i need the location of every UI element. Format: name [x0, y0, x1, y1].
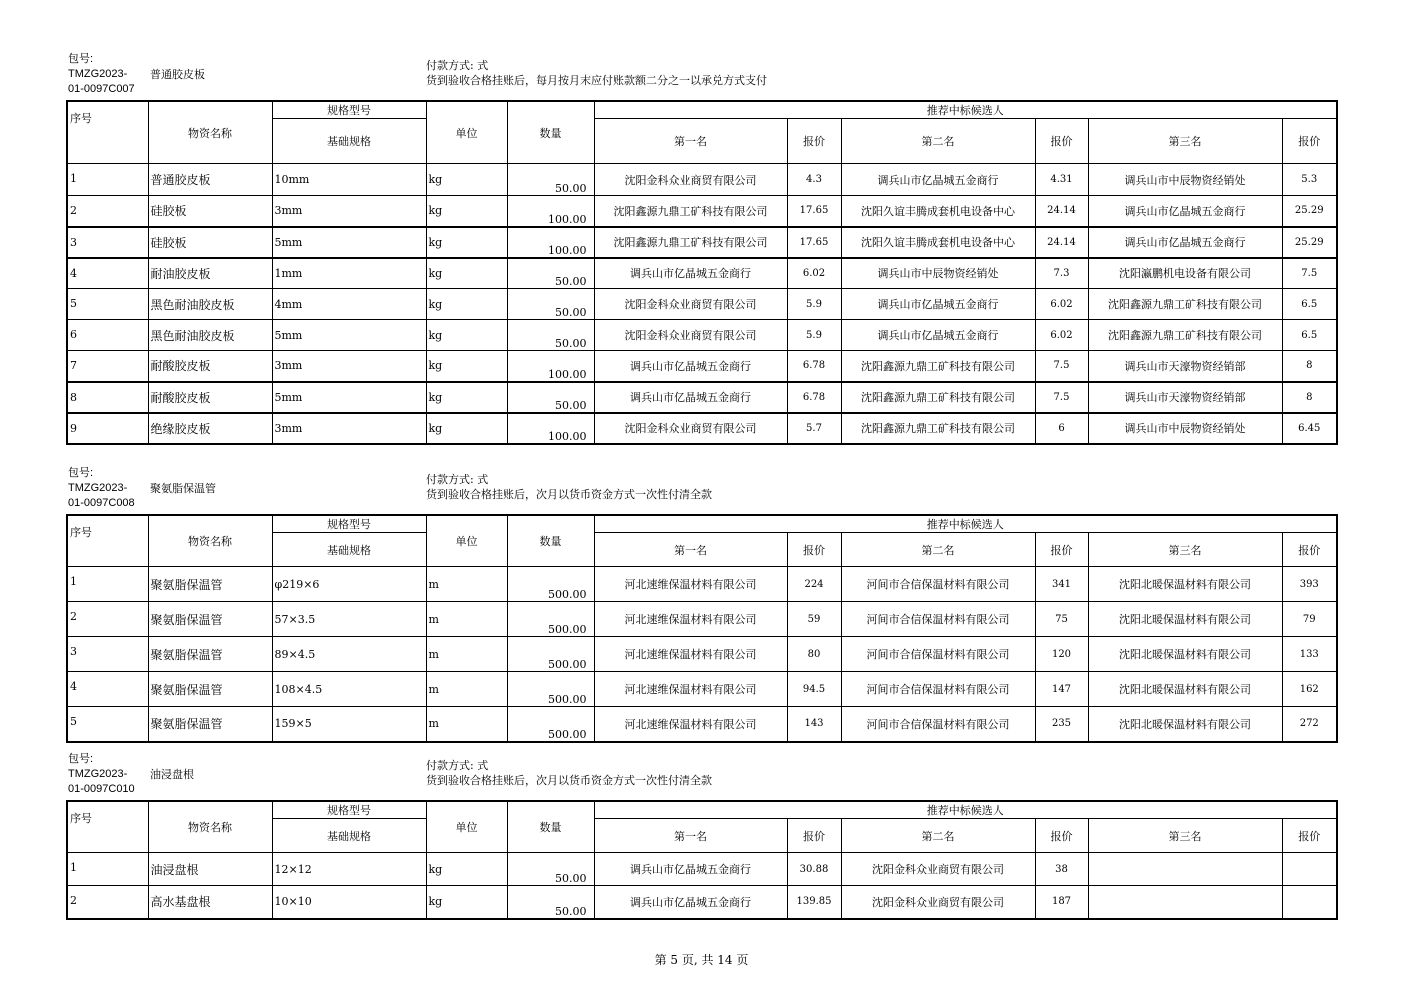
cell-second: 河间市合信保温材料有限公司 [841, 637, 1035, 672]
cell-spec: 89×4.5 [272, 637, 426, 672]
table-row [67, 886, 1337, 919]
cell-third: 沈阳北暖保温材料有限公司 [1088, 637, 1282, 672]
cell-first: 沈阳鑫源九鼎工矿科技有限公司 [594, 227, 787, 258]
cell-price-third: 7.5 [1282, 258, 1337, 289]
table-row [67, 289, 1337, 320]
cell-spec: 57×3.5 [272, 602, 426, 637]
cell-spec: 4mm [272, 289, 426, 320]
header-price: 报价 [787, 819, 841, 853]
header-seq: 序号 [67, 101, 148, 164]
cell-price-first: 5.7 [787, 413, 841, 444]
cell-price-first: 59 [787, 602, 841, 637]
cell-third: 沈阳瀛鹏机电设备有限公司 [1088, 258, 1282, 289]
cell-price-third [1282, 886, 1337, 919]
package-id-line1: TMZG2023- [68, 768, 128, 780]
cell-first: 沈阳金科众业商贸有限公司 [594, 164, 787, 196]
payment-info [426, 472, 712, 502]
cell-third: 调兵山市中辰物资经销处 [1088, 413, 1282, 444]
cell-price-first: 139.85 [787, 886, 841, 919]
cell-price-second: 38 [1035, 853, 1088, 886]
cell-qty: 500.00 [507, 567, 594, 602]
package-label: 包号: [68, 753, 94, 765]
cell-price-first: 5.9 [787, 320, 841, 351]
bid-table [66, 800, 1338, 920]
header-price: 报价 [1282, 819, 1337, 853]
cell-spec: 3mm [272, 351, 426, 382]
header-qty: 数量 [507, 515, 594, 567]
cell-qty: 100.00 [507, 227, 594, 258]
cell-price-second: 147 [1035, 672, 1088, 707]
cell-unit: m [426, 567, 507, 602]
cell-price-second: 187 [1035, 886, 1088, 919]
header-unit: 单位 [426, 101, 507, 164]
cell-second: 沈阳金科众业商贸有限公司 [841, 886, 1035, 919]
cell-qty: 50.00 [507, 886, 594, 919]
cell-price-third: 162 [1282, 672, 1337, 707]
cell-seq: 3 [67, 637, 148, 672]
cell-unit: m [426, 672, 507, 707]
cell-seq: 8 [67, 382, 148, 413]
cell-second: 河间市合信保温材料有限公司 [841, 707, 1035, 742]
package-id [68, 752, 135, 797]
cell-first: 沈阳鑫源九鼎工矿科技有限公司 [594, 196, 787, 227]
table-row [67, 672, 1337, 707]
package-id-line2: 01-0097C010 [68, 783, 135, 795]
package-section [66, 752, 1336, 920]
package-section [66, 466, 1336, 743]
header-spec-group: 规格型号 [272, 515, 426, 533]
cell-first: 调兵山市亿晶城五金商行 [594, 351, 787, 382]
cell-material: 硅胶板 [148, 196, 272, 227]
cell-price-second: 75 [1035, 602, 1088, 637]
cell-second: 沈阳鑫源九鼎工矿科技有限公司 [841, 382, 1035, 413]
cell-qty: 50.00 [507, 289, 594, 320]
cell-third: 沈阳北暖保温材料有限公司 [1088, 602, 1282, 637]
cell-third: 沈阳北暖保温材料有限公司 [1088, 672, 1282, 707]
cell-unit: kg [426, 382, 507, 413]
header-material: 物资名称 [148, 801, 272, 853]
package-label: 包号: [68, 53, 94, 65]
header-spec-group: 规格型号 [272, 801, 426, 819]
cell-seq: 5 [67, 289, 148, 320]
table-row [67, 320, 1337, 351]
cell-spec: 10×10 [272, 886, 426, 919]
cell-first: 调兵山市亿晶城五金商行 [594, 886, 787, 919]
header-price: 报价 [1035, 119, 1088, 164]
payment-method: 付款方式: 式 [426, 59, 489, 72]
cell-qty: 500.00 [507, 602, 594, 637]
cell-second: 沈阳久谊丰腾成套机电设备中心 [841, 196, 1035, 227]
cell-unit: kg [426, 320, 507, 351]
cell-qty: 100.00 [507, 351, 594, 382]
cell-spec: φ219×6 [272, 567, 426, 602]
cell-unit: kg [426, 351, 507, 382]
cell-qty: 50.00 [507, 164, 594, 196]
cell-spec: 3mm [272, 196, 426, 227]
cell-material: 耐酸胶皮板 [148, 351, 272, 382]
cell-second: 河间市合信保温材料有限公司 [841, 567, 1035, 602]
cell-material: 聚氨脂保温管 [148, 672, 272, 707]
cell-qty: 500.00 [507, 707, 594, 742]
cell-price-second: 6.02 [1035, 289, 1088, 320]
cell-price-second: 6 [1035, 413, 1088, 444]
cell-third: 调兵山市天濠物资经销部 [1088, 382, 1282, 413]
cell-price-third [1282, 853, 1337, 886]
cell-price-first: 6.78 [787, 382, 841, 413]
header-qty: 数量 [507, 801, 594, 853]
table-row [67, 637, 1337, 672]
cell-third [1088, 886, 1282, 919]
header-candidates: 推荐中标候选人 [594, 801, 1337, 819]
table-row [67, 351, 1337, 382]
cell-unit: kg [426, 258, 507, 289]
cell-second: 调兵山市亿晶城五金商行 [841, 164, 1035, 196]
cell-unit: kg [426, 886, 507, 919]
cell-second: 沈阳金科众业商贸有限公司 [841, 853, 1035, 886]
package-label: 包号: [68, 467, 94, 479]
header-price: 报价 [1282, 533, 1337, 567]
cell-first: 调兵山市亿晶城五金商行 [594, 258, 787, 289]
bid-table [66, 514, 1338, 743]
cell-spec: 159×5 [272, 707, 426, 742]
cell-first: 调兵山市亿晶城五金商行 [594, 382, 787, 413]
cell-unit: m [426, 637, 507, 672]
package-name: 普通胶皮板 [150, 68, 205, 81]
cell-seq: 2 [67, 196, 148, 227]
cell-price-third: 272 [1282, 707, 1337, 742]
cell-seq: 3 [67, 227, 148, 258]
cell-qty: 50.00 [507, 258, 594, 289]
cell-material: 聚氨脂保温管 [148, 707, 272, 742]
package-name: 油浸盘根 [150, 768, 194, 781]
header-third: 第三名 [1088, 819, 1282, 853]
cell-third: 沈阳鑫源九鼎工矿科技有限公司 [1088, 320, 1282, 351]
cell-first: 河北速维保温材料有限公司 [594, 637, 787, 672]
cell-price-first: 5.9 [787, 289, 841, 320]
package-name: 聚氨脂保温管 [150, 482, 216, 495]
cell-price-third: 25.29 [1282, 227, 1337, 258]
table-row [67, 853, 1337, 886]
cell-unit: kg [426, 227, 507, 258]
cell-first: 沈阳金科众业商贸有限公司 [594, 320, 787, 351]
header-price: 报价 [1035, 819, 1088, 853]
cell-price-second: 4.31 [1035, 164, 1088, 196]
table-header-row [67, 515, 1337, 533]
cell-spec: 10mm [272, 164, 426, 196]
payment-terms: 货到验收合格挂账后，次月以货币资金方式一次性付清全款 [426, 774, 712, 787]
header-price: 报价 [787, 119, 841, 164]
cell-unit: kg [426, 413, 507, 444]
cell-third: 沈阳北暖保温材料有限公司 [1088, 567, 1282, 602]
header-second: 第二名 [841, 819, 1035, 853]
cell-second: 调兵山市亿晶城五金商行 [841, 289, 1035, 320]
cell-price-second: 7.3 [1035, 258, 1088, 289]
payment-method: 付款方式: 式 [426, 473, 489, 486]
cell-spec: 5mm [272, 382, 426, 413]
header-first: 第一名 [594, 819, 787, 853]
header-price: 报价 [1035, 533, 1088, 567]
cell-third: 沈阳北暖保温材料有限公司 [1088, 707, 1282, 742]
cell-price-second: 7.5 [1035, 382, 1088, 413]
package-id-line2: 01-0097C007 [68, 83, 135, 95]
payment-info [426, 58, 767, 88]
package-section [66, 52, 1336, 445]
cell-price-second: 7.5 [1035, 351, 1088, 382]
package-id [68, 466, 135, 511]
cell-price-third: 6.5 [1282, 289, 1337, 320]
payment-terms: 货到验收合格挂账后，次月以货币资金方式一次性付清全款 [426, 488, 712, 501]
cell-seq: 6 [67, 320, 148, 351]
payment-terms: 货到验收合格挂账后，每月按月末应付账款额二分之一以承兑方式支付 [426, 74, 767, 87]
cell-material: 耐油胶皮板 [148, 258, 272, 289]
cell-price-first: 6.02 [787, 258, 841, 289]
header-unit: 单位 [426, 515, 507, 567]
payment-info [426, 758, 712, 788]
cell-unit: kg [426, 164, 507, 196]
cell-seq: 9 [67, 413, 148, 444]
cell-third [1088, 853, 1282, 886]
cell-third: 调兵山市中辰物资经销处 [1088, 164, 1282, 196]
cell-spec: 5mm [272, 227, 426, 258]
header-first: 第一名 [594, 119, 787, 164]
cell-second: 河间市合信保温材料有限公司 [841, 672, 1035, 707]
cell-price-first: 17.65 [787, 227, 841, 258]
cell-price-first: 17.65 [787, 196, 841, 227]
cell-price-first: 4.3 [787, 164, 841, 196]
header-basic-spec: 基础规格 [272, 819, 426, 853]
cell-spec: 1mm [272, 258, 426, 289]
header-first: 第一名 [594, 533, 787, 567]
cell-seq: 4 [67, 672, 148, 707]
table-row [67, 196, 1337, 227]
cell-price-second: 341 [1035, 567, 1088, 602]
cell-material: 聚氨脂保温管 [148, 567, 272, 602]
header-material: 物资名称 [148, 101, 272, 164]
cell-first: 沈阳金科众业商贸有限公司 [594, 289, 787, 320]
header-third: 第三名 [1088, 533, 1282, 567]
cell-spec: 108×4.5 [272, 672, 426, 707]
payment-method: 付款方式: 式 [426, 759, 489, 772]
header-seq: 序号 [67, 515, 148, 567]
cell-unit: m [426, 707, 507, 742]
cell-seq: 1 [67, 853, 148, 886]
cell-qty: 100.00 [507, 196, 594, 227]
table-row [67, 707, 1337, 742]
header-price: 报价 [787, 533, 841, 567]
cell-material: 硅胶板 [148, 227, 272, 258]
cell-price-third: 6.45 [1282, 413, 1337, 444]
bid-table [66, 100, 1338, 445]
cell-first: 沈阳金科众业商贸有限公司 [594, 413, 787, 444]
cell-seq: 2 [67, 886, 148, 919]
cell-price-first: 30.88 [787, 853, 841, 886]
cell-unit: kg [426, 196, 507, 227]
cell-first: 河北速维保温材料有限公司 [594, 672, 787, 707]
cell-material: 黑色耐油胶皮板 [148, 289, 272, 320]
cell-price-third: 8 [1282, 351, 1337, 382]
cell-material: 聚氨脂保温管 [148, 637, 272, 672]
package-id-line2: 01-0097C008 [68, 497, 135, 509]
cell-seq: 2 [67, 602, 148, 637]
table-row [67, 413, 1337, 444]
header-price: 报价 [1282, 119, 1337, 164]
table-header-row [67, 101, 1337, 119]
page-footer: 第 5 页, 共 14 页 [654, 953, 749, 967]
cell-qty: 50.00 [507, 853, 594, 886]
cell-seq: 5 [67, 707, 148, 742]
cell-price-second: 120 [1035, 637, 1088, 672]
cell-qty: 50.00 [507, 382, 594, 413]
cell-price-third: 25.29 [1282, 196, 1337, 227]
header-third: 第三名 [1088, 119, 1282, 164]
cell-material: 油浸盘根 [148, 853, 272, 886]
header-candidates: 推荐中标候选人 [594, 515, 1337, 533]
package-id-line1: TMZG2023- [68, 482, 128, 494]
header-second: 第二名 [841, 533, 1035, 567]
package-id [68, 52, 135, 97]
cell-qty: 50.00 [507, 320, 594, 351]
cell-material: 普通胶皮板 [148, 164, 272, 196]
cell-second: 沈阳久谊丰腾成套机电设备中心 [841, 227, 1035, 258]
cell-second: 调兵山市中辰物资经销处 [841, 258, 1035, 289]
cell-first: 河北速维保温材料有限公司 [594, 707, 787, 742]
table-header-row [67, 801, 1337, 819]
header-spec-group: 规格型号 [272, 101, 426, 119]
cell-second: 河间市合信保温材料有限公司 [841, 602, 1035, 637]
cell-second: 调兵山市亿晶城五金商行 [841, 320, 1035, 351]
cell-seq: 1 [67, 567, 148, 602]
cell-third: 沈阳鑫源九鼎工矿科技有限公司 [1088, 289, 1282, 320]
cell-unit: m [426, 602, 507, 637]
cell-unit: kg [426, 853, 507, 886]
cell-qty: 500.00 [507, 637, 594, 672]
cell-price-third: 79 [1282, 602, 1337, 637]
header-seq: 序号 [67, 801, 148, 853]
header-qty: 数量 [507, 101, 594, 164]
header-material: 物资名称 [148, 515, 272, 567]
cell-price-second: 24.14 [1035, 196, 1088, 227]
cell-spec: 12×12 [272, 853, 426, 886]
cell-price-third: 8 [1282, 382, 1337, 413]
cell-price-third: 393 [1282, 567, 1337, 602]
cell-third: 调兵山市亿晶城五金商行 [1088, 196, 1282, 227]
cell-price-third: 5.3 [1282, 164, 1337, 196]
cell-material: 耐酸胶皮板 [148, 382, 272, 413]
cell-second: 沈阳鑫源九鼎工矿科技有限公司 [841, 413, 1035, 444]
cell-seq: 7 [67, 351, 148, 382]
table-row [67, 382, 1337, 413]
header-basic-spec: 基础规格 [272, 119, 426, 164]
cell-price-second: 24.14 [1035, 227, 1088, 258]
cell-price-second: 6.02 [1035, 320, 1088, 351]
cell-first: 调兵山市亿晶城五金商行 [594, 853, 787, 886]
cell-third: 调兵山市亿晶城五金商行 [1088, 227, 1282, 258]
cell-price-third: 6.5 [1282, 320, 1337, 351]
cell-second: 沈阳鑫源九鼎工矿科技有限公司 [841, 351, 1035, 382]
cell-price-first: 94.5 [787, 672, 841, 707]
cell-first: 河北速维保温材料有限公司 [594, 567, 787, 602]
cell-spec: 3mm [272, 413, 426, 444]
cell-qty: 100.00 [507, 413, 594, 444]
header-second: 第二名 [841, 119, 1035, 164]
cell-material: 聚氨脂保温管 [148, 602, 272, 637]
cell-material: 黑色耐油胶皮板 [148, 320, 272, 351]
cell-price-first: 6.78 [787, 351, 841, 382]
table-row [67, 258, 1337, 289]
cell-price-second: 235 [1035, 707, 1088, 742]
cell-price-first: 143 [787, 707, 841, 742]
cell-material: 高水基盘根 [148, 886, 272, 919]
table-row [67, 602, 1337, 637]
cell-price-first: 224 [787, 567, 841, 602]
cell-material: 绝缘胶皮板 [148, 413, 272, 444]
cell-seq: 1 [67, 164, 148, 196]
cell-price-third: 133 [1282, 637, 1337, 672]
cell-unit: kg [426, 289, 507, 320]
cell-first: 河北速维保温材料有限公司 [594, 602, 787, 637]
table-row [67, 567, 1337, 602]
table-row [67, 164, 1337, 196]
package-id-line1: TMZG2023- [68, 68, 128, 80]
header-unit: 单位 [426, 801, 507, 853]
table-row [67, 227, 1337, 258]
header-basic-spec: 基础规格 [272, 533, 426, 567]
cell-qty: 500.00 [507, 672, 594, 707]
cell-price-first: 80 [787, 637, 841, 672]
cell-seq: 4 [67, 258, 148, 289]
cell-spec: 5mm [272, 320, 426, 351]
cell-third: 调兵山市天濠物资经销部 [1088, 351, 1282, 382]
header-candidates: 推荐中标候选人 [594, 101, 1337, 119]
